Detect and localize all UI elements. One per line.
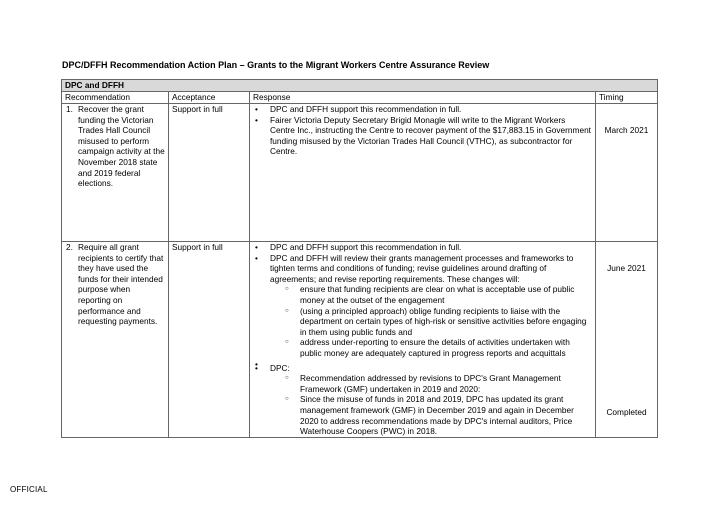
recommendation-cell (62, 242, 169, 438)
timing-cell (596, 104, 658, 242)
response-bullet (253, 253, 592, 359)
header-response: Response (250, 92, 596, 104)
table-row (62, 242, 658, 438)
response-bullet: • Fairer Victoria Deputy Secretary Brigid Monagle will write to the Migrant Workers Centre Inc., instructing the Centre to recover payment of the $17,883.15 in Government funding misused by the Victorian Trades Hall Council (VTHC), as subcontractor for Centre. (253, 115, 592, 157)
response-sub-bullet: ○ (using a principled approach) oblige funding recipients to liaise with the department on certain types of high-risk or sensitive activities before engaging in them using public funds and (253, 306, 592, 338)
response-bullet: • DPC and DFFH support this recommendation in full. (253, 242, 592, 253)
group-label: DPC and DFFH (62, 80, 658, 92)
header-timing: Timing (596, 92, 658, 104)
acceptance-cell: Support in full (169, 104, 250, 242)
response-cell (250, 104, 596, 242)
timing-value: Completed (606, 406, 647, 417)
timing-value: June 2021 (607, 263, 646, 273)
header-acceptance: Acceptance (169, 92, 250, 104)
recommendation-table (61, 79, 658, 438)
response-sub-bullet: ○ Since the misuse of funds in 2018 and 2019, DPC has updated its grant management framework (GMF) in December 2019 and again in December 2020 to address recommendations made by DPC's internal auditors, Price Waterhouse Coopers (PWC) in 2018. (253, 394, 592, 436)
response-sub-bullet: ○ address under-reporting to ensure the details of activities undertaken with public money are adequately captured in progress reports and acquittals (253, 337, 592, 358)
response-sub-bullet: ○ Recommendation addressed by revisions to DPC's Grant Management Framework (GMF) undertaken in 2019 and 2020: (253, 373, 592, 394)
response-sub-bullet: ○ ensure that funding recipients are clear on what is acceptable use of public money at the outset of the engagement (253, 284, 592, 305)
response-bullet-text: DPC and DFFH will review their grants management processes and frameworks to tighten terms and conditions of funding; revise guidelines around drafting of agreements; and revise reporting requirements. These changes will: (270, 252, 574, 284)
classification-label: OFFICIAL (10, 485, 48, 494)
table-header-row (62, 92, 658, 104)
recommendation-text: Require all grant recipients to certify that they have used the funds for their intended purpose when reporting on performance and requesting payments. (78, 242, 164, 327)
recommendation-cell (62, 104, 169, 242)
header-recommendation: Recommendation (62, 92, 169, 104)
recommendation-text: Recover the grant funding the Victorian Trades Hall Council misused to perform campaign activity at the November 2018 state and 2019 federal elections. (78, 104, 165, 189)
acceptance-cell: Support in full (169, 242, 250, 438)
response-bullet (253, 363, 592, 437)
timing-value: March 2021 (604, 125, 649, 135)
table-row (62, 104, 658, 242)
recommendation-number: 2. (66, 242, 73, 252)
timing-cell (596, 242, 658, 438)
table-group-row (62, 80, 658, 92)
response-bullet: • DPC and DFFH support this recommendation in full. (253, 104, 592, 115)
document-title: DPC/DFFH Recommendation Action Plan – Grants to the Migrant Workers Centre Assurance Review (62, 60, 490, 70)
recommendation-number: 1. (66, 104, 73, 114)
response-bullet-text: DPC: (270, 362, 290, 373)
response-cell (250, 242, 596, 438)
